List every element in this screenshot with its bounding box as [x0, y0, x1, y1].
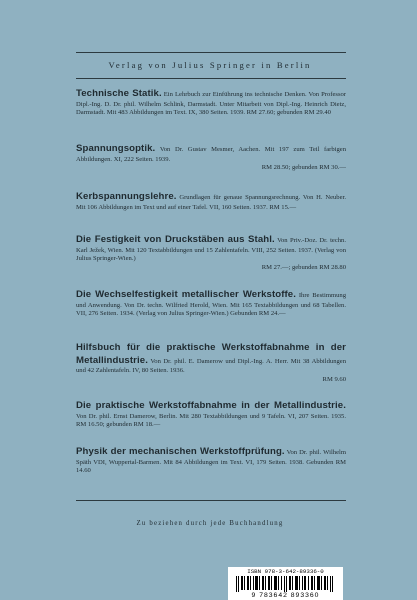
book-description: Von Dr. phil. Wilhelm Späth VDI, Wuppertal-Barmen. Mit 84 Abbildungen im Text. VI, 179 Seiten. 1938. Gebunden RM 14.60	[76, 449, 346, 475]
book-description: Von Priv.-Doz. Dr. techn. Karl Ježek, Wien. Mit 120 Textabbildungen und 15 Zahlentafeln. VIII, 252 Seiten. 1937. (Verlag von Julius Springer-Wien.)	[76, 237, 346, 263]
book-description: Grundlagen für genaue Spannungsrechnung. Von H. Neuber. Mit 106 Abbildungen im Text und auf einer Tafel. VII, 160 Seiten. 1937. RM 15.—	[76, 194, 347, 211]
book-price: RM 27.—; gebunden RM 28.80	[261, 264, 346, 272]
isbn-barcode-box	[228, 567, 343, 600]
book-price: RM 9.60	[322, 376, 346, 384]
book-entry	[76, 191, 346, 212]
book-description: Von Dr. Gustav Mesmer, Aachen. Mit 197 zum Teil farbigen Abbildungen. XI, 222 Seiten. 1939.	[76, 146, 346, 163]
footer-rule	[76, 500, 346, 501]
book-title: Hilfsbuch für die praktische Werkstoffabnahme in der Metallindustrie.	[76, 342, 346, 366]
book-description: Ihre Bestimmung und Anwendung. Von Dr. techn. Wilfried Herold, Wien. Mit 165 Textabbildungen und 68 Tabellen. VII, 276 Seiten. 1934. (Verlag von Julius Springer-Wien.) Gebunden RM 24.—	[76, 292, 346, 318]
barcode-icon	[234, 576, 337, 592]
book-title: Die Festigkeit von Druckstäben aus Stahl.	[76, 234, 275, 245]
book-entry	[76, 446, 346, 476]
book-title: Spannungsoptik.	[76, 143, 156, 154]
book-description: Ein Lehrbuch zur Einführung ins technische Denken. Von Professor Dipl.-Ing. D. Dr. phil. Wilhelm Schlink, Darmstadt.	[76, 91, 346, 108]
top-rule	[76, 52, 346, 53]
book-title: Die Wechselfestigkeit metallischer Werkstoffe.	[76, 289, 296, 300]
book-description: Unter Mitarbeit von Dipl.-Ing. Heinrich Dietz, Darmstadt. Mit 483 Abbildungen im Text. IX, 380 Seiten. 1939. RM 27.60; gebunden RM 29.40	[76, 100, 346, 117]
book-entry	[76, 342, 346, 385]
book-title: Kerbspannungslehre.	[76, 191, 177, 202]
book-price: RM 28.50; gebunden RM 30.—	[261, 164, 346, 172]
book-entry	[76, 88, 346, 118]
book-title: Physik der mechanischen Werkstoffprüfung.	[76, 446, 285, 457]
book-entry	[76, 143, 346, 173]
barcode-digits: 9 783642 893360	[251, 592, 320, 599]
book-title: Technische Statik.	[76, 88, 162, 99]
book-title: Die praktische Werkstoffabnahme in der Metallindustrie.	[76, 400, 346, 411]
isbn-label: ISBN 978-3-642-89336-0	[247, 568, 324, 575]
publisher-line: Verlag von Julius Springer in Berlin	[108, 60, 312, 70]
book-entry	[76, 400, 346, 430]
availability-note: Zu beziehen durch jede Buchhandlung	[136, 520, 284, 527]
book-description: Von Dr. phil. Ernst Damerow, Berlin. Mit 280 Textabbildungen und 9 Tafeln. VI, 207 Seiten. 1935. RM 16.50; gebunden RM 18.—	[76, 412, 346, 429]
header-rule	[76, 78, 346, 79]
book-entry	[76, 289, 346, 319]
book-entry	[76, 234, 346, 273]
book-description: Von Dr. phil. E. Damerow und Dipl.-Ing. A. Herr. Mit 38 Abbildungen und 42 Zahlentafeln. IV, 80 Seiten. 1936.	[76, 357, 347, 375]
